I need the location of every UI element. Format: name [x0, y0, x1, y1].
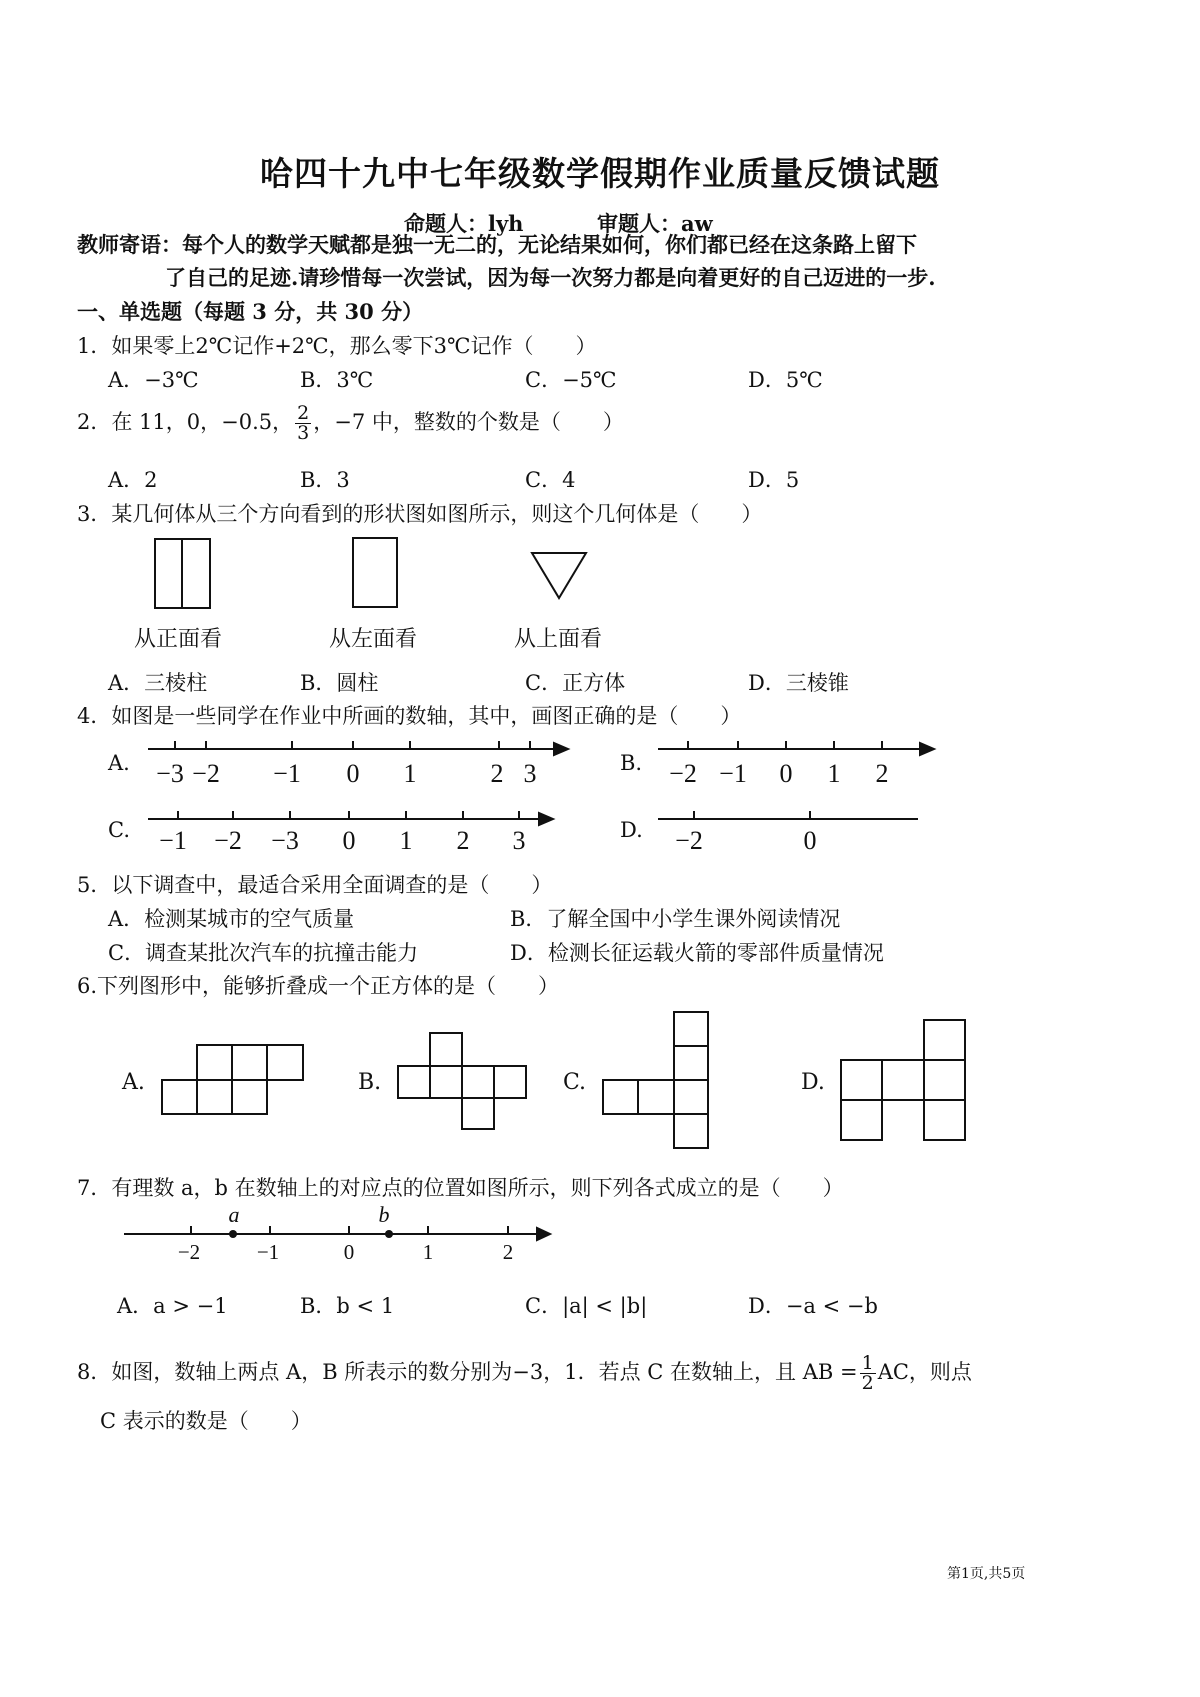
- q6-stem: 6.下列图形中，能够折叠成一个正方体的是（ ）: [77, 974, 560, 998]
- axis-a-label: −3: [156, 759, 184, 788]
- section-heading: 一、单选题（每题 3 分，共 30 分）: [77, 299, 424, 324]
- point-a-label: a: [228, 1202, 240, 1227]
- q5-option-c: C．调查某批次汽车的抗撞击能力: [108, 941, 419, 965]
- axis-a-label: 3: [523, 759, 537, 788]
- axis-a-label: 0: [346, 759, 360, 788]
- q3-option-a: A．三棱柱: [108, 671, 208, 695]
- q8-line1: [77, 1354, 972, 1393]
- q2-option-b: B．3: [300, 468, 350, 492]
- axis-c-label: −3: [271, 826, 299, 855]
- q7-option-d: D．−a < −b: [748, 1294, 878, 1318]
- q4-stem: 4．如图是一些同学在作业中所画的数轴，其中，画图正确的是（ ）: [77, 704, 742, 728]
- q8-line1-after: AC，则点: [877, 1360, 972, 1384]
- q1-option-d: D．5℃: [748, 368, 823, 392]
- q4-label-b: B.: [620, 751, 643, 775]
- axis-c-label: −2: [214, 826, 242, 855]
- q2-stem-after: ，−7 中，整数的个数是（ ）: [313, 410, 624, 434]
- axis-d-label: −2: [675, 826, 703, 855]
- q2-stem-before: 2．在 11，0，−0.5，: [77, 410, 294, 434]
- q5-option-d: D．检测长征运载火箭的零部件质量情况: [510, 941, 884, 965]
- q2-frac-den: 3: [297, 422, 310, 444]
- q4-label-a: A.: [108, 751, 130, 775]
- q6-label-c: C.: [563, 1070, 587, 1095]
- q7-option-c: C．|a| < |b|: [525, 1294, 648, 1318]
- axis-c-label: 2: [456, 826, 470, 855]
- q4-label-d: D.: [620, 818, 643, 842]
- view-label-left: 从左面看: [329, 627, 418, 652]
- q2-option-a: A．2: [108, 468, 158, 492]
- q5-stem: 5．以下调查中，最适合采用全面调查的是（ ）: [77, 873, 553, 897]
- q6-label-a: A.: [122, 1070, 145, 1095]
- q3-option-b: B．圆柱: [300, 671, 379, 695]
- axis-b-label: −1: [719, 759, 747, 788]
- q7-tick-label: 2: [502, 1240, 514, 1264]
- q1-option-b: B．3℃: [300, 368, 374, 392]
- axis-b-label: 2: [875, 759, 889, 788]
- point-b-label: b: [378, 1202, 390, 1227]
- q5-option-b: B．了解全国中小学生课外阅读情况: [510, 907, 841, 931]
- point-a: [229, 1230, 237, 1238]
- view-label-top: 从上面看: [514, 627, 603, 652]
- view-label-front: 从正面看: [134, 627, 223, 652]
- axis-c-label: −1: [159, 826, 187, 855]
- q2-option-c: C．4: [525, 468, 576, 492]
- axis-b-label: 0: [779, 759, 793, 788]
- q3-option-c: C．正方体: [525, 671, 626, 695]
- q7-tick-label: −1: [256, 1240, 280, 1264]
- axis-c-label: 0: [342, 826, 356, 855]
- point-b: [385, 1230, 393, 1238]
- q7-tick-label: −2: [177, 1240, 201, 1264]
- q2-frac-num: 2: [297, 402, 310, 424]
- q8-frac-den: 2: [861, 1372, 874, 1394]
- q7-axis-arrow: [537, 1228, 550, 1240]
- q5-option-a: A．检测某城市的空气质量: [108, 907, 355, 931]
- q8-line1-before: 8．如图，数轴上两点 A，B 所表示的数分别为−3，1．若点 C 在数轴上，且 AB =: [77, 1360, 858, 1384]
- axis-a-label: −2: [192, 759, 220, 788]
- axis-c-label: 1: [399, 826, 413, 855]
- q1-stem: 1．如果零上2℃记作+2℃，那么零下3℃记作（ ）: [77, 334, 597, 358]
- axis-b-label: −2: [669, 759, 697, 788]
- axis-d-label: 0: [803, 826, 817, 855]
- q8-fraction: [860, 1354, 876, 1393]
- q7-option-a: A．a > −1: [117, 1294, 228, 1318]
- q7-tick-label: 1: [422, 1240, 434, 1264]
- q8-line2: C 表示的数是（ ）: [100, 1409, 312, 1433]
- q7-option-b: B．b < 1: [300, 1294, 395, 1318]
- q7-tick-label: 0: [343, 1240, 355, 1264]
- teacher-note-line1: 教师寄语：每个人的数学天赋都是独一无二的，无论结果如何，你们都已经在这条路上留下: [77, 232, 917, 257]
- teacher-note-line2: 了自己的足迹.请珍惜每一次尝试，因为每一次努力都是向着更好的自己迈进的一步.: [165, 265, 936, 290]
- q1-option-a: A．−3℃: [108, 368, 199, 392]
- q3-option-d: D．三棱锥: [748, 671, 849, 695]
- q1-option-c: C．−5℃: [525, 368, 617, 392]
- q6-label-d: D.: [801, 1070, 825, 1095]
- reviewer: 审题人：aw: [597, 211, 713, 236]
- axis-c-label: 3: [512, 826, 526, 855]
- axis-a-label: 1: [403, 759, 417, 788]
- exam-title: 哈四十九中七年级数学假期作业质量反馈试题: [260, 154, 940, 193]
- q3-stem: 3．某几何体从三个方向看到的形状图如图所示，则这个几何体是（ ）: [77, 502, 763, 526]
- q7-stem: 7．有理数 a，b 在数轴上的对应点的位置如图所示，则下列各式成立的是（ ）: [77, 1176, 844, 1200]
- axis-b-label: 1: [827, 759, 841, 788]
- q8-frac-num: 1: [861, 1352, 874, 1374]
- q2-option-d: D．5: [748, 468, 800, 492]
- axis-a-label: 2: [490, 759, 504, 788]
- q4-label-c: C.: [108, 818, 130, 842]
- setter: 命题人：lyh: [404, 211, 524, 236]
- page-footer: 第1页,共5页: [947, 1566, 1026, 1582]
- axis-a-label: −1: [273, 759, 301, 788]
- q6-label-b: B.: [358, 1070, 382, 1095]
